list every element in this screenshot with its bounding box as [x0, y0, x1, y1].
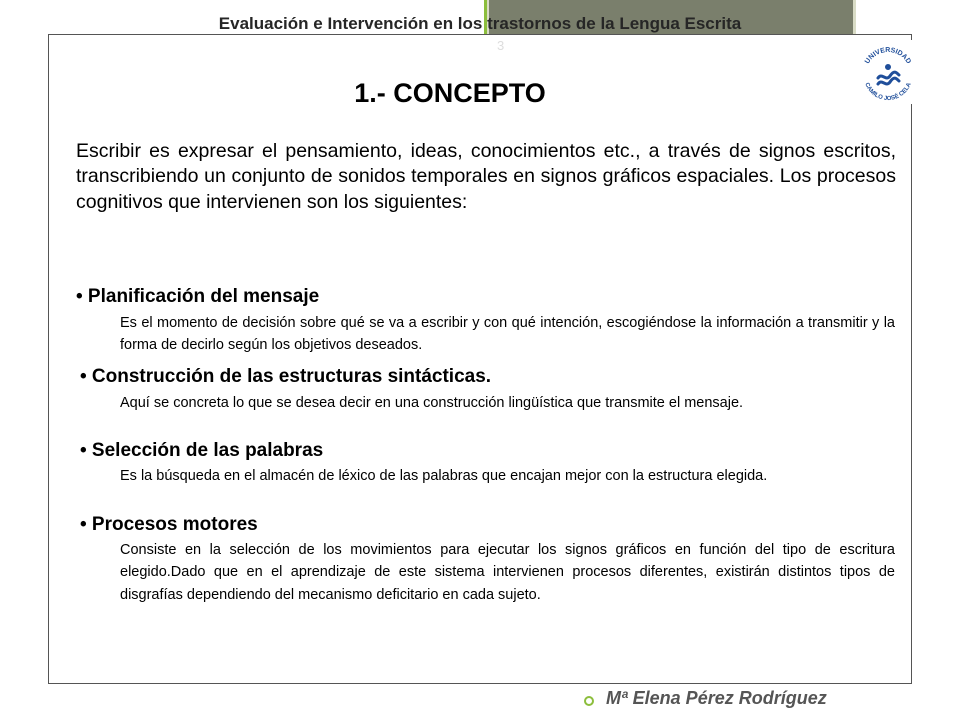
item-text-procesos: Consiste en la selección de los movimientos para ejecutar los signos gráficos en función del tipo de escritura elegido.Dado que en el aprendizaje de este sistema intervienen procesos diferentes, existirán distintos tipos de disgrafías dependiendo del mecanismo deficitario en cada sujeto. — [120, 542, 895, 603]
header-title: Evaluación e Intervención en los trastornos de la Lengua Escrita — [218, 14, 742, 33]
page-number: 3 — [497, 38, 505, 53]
slide-title: 1.- CONCEPTO — [354, 78, 546, 108]
item-text-construccion: Aquí se concreta lo que se desea decir en una construcción lingüística que transmite el mensaje. — [120, 395, 744, 411]
university-logo — [856, 40, 920, 104]
item-heading-procesos: • Procesos motores — [80, 514, 258, 535]
item-text-planificacion: Es el momento de decisión sobre qué se va a escribir y con qué intención, escogiéndose la información a transmitir y la forma de decirlo según los objetivos deseados. — [120, 315, 895, 354]
item-heading-planificacion: • Planificación del mensaje — [76, 286, 320, 307]
logo-text-top: UNIVERSIDAD — [864, 46, 912, 66]
item-heading-construccion: • Construcción de las estructuras sintácticas. — [80, 366, 492, 387]
item-heading-seleccion: • Selección de las palabras — [80, 440, 324, 461]
footer-author: Mª Elena Pérez Rodríguez — [606, 688, 827, 708]
item-text-seleccion: Es la búsqueda en el almacén de léxico de las palabras que encajan mejor con la estructura elegida. — [120, 468, 768, 484]
intro-paragraph: Escribir es expresar el pensamiento, ideas, conocimientos etc., a través de signos escritos, transcribiendo un conjunto de sonidos temporales en signos gráficos espaciales. Los procesos cognitivos que intervienen son los siguientes: — [76, 140, 896, 213]
logo-text-bottom: CAMILO JOSÉ CELA — [863, 82, 913, 103]
